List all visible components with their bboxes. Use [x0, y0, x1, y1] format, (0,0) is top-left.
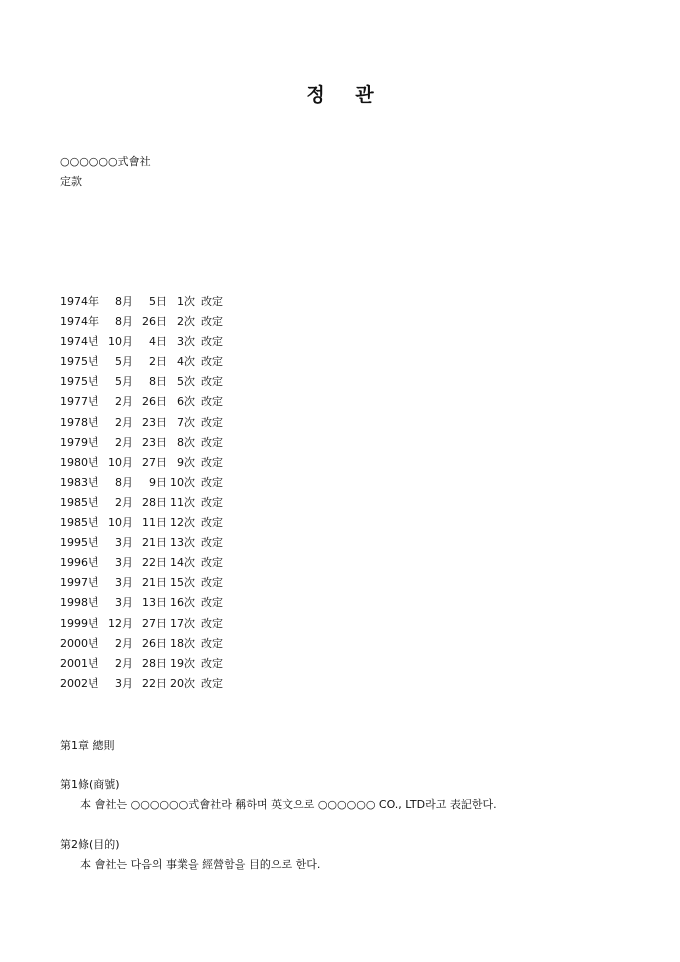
revision-number: 15次	[170, 576, 195, 590]
revision-month: 2月	[115, 636, 133, 650]
revision-label: 改定	[201, 335, 223, 349]
revision-number: 1次	[177, 295, 195, 308]
revision-month: 2月	[115, 495, 133, 509]
revision-number: 5次	[177, 375, 195, 389]
revision-day: 26日	[142, 395, 167, 409]
article-body: 本 會社는 다음의 事業을 經營함을 目的으로 한다.	[80, 858, 321, 871]
revision-day: 26日	[142, 636, 167, 650]
revision-day: 5日	[149, 295, 167, 308]
revision-month: 12月	[108, 616, 133, 630]
article-2	[60, 835, 320, 875]
revision-row	[60, 493, 223, 513]
revision-row	[60, 654, 223, 674]
revision-day: 21日	[142, 536, 167, 550]
revision-day: 4日	[149, 335, 167, 349]
revision-year: 2002년	[60, 676, 99, 690]
revision-year: 1978년	[60, 415, 99, 429]
revision-row	[60, 533, 223, 553]
revision-number: 19次	[170, 656, 195, 670]
revision-year: 1975년	[60, 375, 99, 389]
chapter-heading: 第1章 總則	[60, 739, 115, 752]
revision-label: 改定	[201, 475, 223, 489]
revision-label: 改定	[201, 516, 223, 530]
revision-day: 21日	[142, 576, 167, 590]
revision-label: 改定	[201, 556, 223, 570]
revision-row	[60, 513, 223, 533]
revision-year: 1983년	[60, 475, 99, 489]
revision-row	[60, 553, 223, 573]
revision-year: 2001년	[60, 656, 99, 670]
revision-number: 9次	[177, 455, 195, 469]
revision-month: 2月	[115, 415, 133, 429]
revision-number: 10次	[170, 475, 195, 489]
revision-label: 改定	[201, 636, 223, 650]
revision-label: 改定	[201, 375, 223, 389]
revision-row	[60, 433, 223, 453]
revision-day: 28日	[142, 656, 167, 670]
revision-label: 改定	[201, 415, 223, 429]
revision-year: 1998년	[60, 596, 99, 610]
revision-month: 2月	[115, 435, 133, 449]
revision-year: 1995년	[60, 536, 99, 550]
revision-row	[60, 573, 223, 593]
revision-day: 23日	[142, 415, 167, 429]
revision-month: 10月	[108, 335, 133, 349]
revision-month: 3月	[115, 576, 133, 590]
revision-number: 17次	[170, 616, 195, 630]
revision-label: 改定	[201, 455, 223, 469]
revision-year: 1974년	[60, 335, 99, 349]
revision-label: 改定	[201, 395, 223, 409]
revision-label: 改定	[201, 495, 223, 509]
revision-label: 改定	[201, 656, 223, 670]
revision-row	[60, 634, 223, 654]
revision-month: 2月	[115, 395, 133, 409]
document-subtitle: 定款	[60, 175, 82, 188]
revision-number: 4次	[177, 355, 195, 369]
revision-month: 8月	[115, 295, 133, 308]
revision-row	[60, 614, 223, 634]
revision-label: 改定	[201, 435, 223, 449]
revision-month: 3月	[115, 596, 133, 610]
revision-month: 8月	[115, 315, 133, 329]
revision-year: 1977년	[60, 395, 99, 409]
revision-month: 2月	[115, 656, 133, 670]
revision-label: 改定	[201, 676, 223, 690]
revision-year: 1975년	[60, 355, 99, 369]
revision-day: 8日	[149, 375, 167, 389]
revision-row	[60, 593, 223, 613]
revision-day: 11日	[142, 516, 167, 530]
revision-year: 1996년	[60, 556, 99, 570]
revision-day: 27日	[142, 616, 167, 630]
revision-row	[60, 453, 223, 473]
revision-year: 1999년	[60, 616, 99, 630]
revision-label: 改定	[201, 536, 223, 550]
revision-label: 改定	[201, 295, 223, 308]
revision-number: 8次	[177, 435, 195, 449]
revision-month: 8月	[115, 475, 133, 489]
revision-number: 6次	[177, 395, 195, 409]
revision-label: 改定	[201, 355, 223, 369]
revision-number: 14次	[170, 556, 195, 570]
revision-month: 5月	[115, 355, 133, 369]
revision-row	[60, 312, 223, 332]
revision-year: 2000년	[60, 636, 99, 650]
revision-label: 改定	[201, 616, 223, 630]
revision-number: 12次	[170, 516, 195, 530]
revision-year: 1979년	[60, 435, 99, 449]
document-title: 정 관	[306, 84, 386, 106]
revision-number: 18次	[170, 636, 195, 650]
article-body: 本 會社는 ○○○○○○式會社라 稱하며 英文으로 ○○○○○○ CO., LTD라고 表記한다.	[80, 798, 497, 811]
revision-month: 5月	[115, 375, 133, 389]
revision-label: 改定	[201, 315, 223, 329]
revision-year: 1997년	[60, 576, 99, 590]
revision-day: 13日	[142, 596, 167, 610]
revision-label: 改定	[201, 576, 223, 590]
revision-number: 16次	[170, 596, 195, 610]
revision-day: 9日	[149, 475, 167, 489]
revision-row	[60, 674, 223, 694]
revision-month: 3月	[115, 676, 133, 690]
revision-number: 20次	[170, 676, 195, 690]
revision-year: 1974年	[60, 295, 99, 308]
revision-row	[60, 352, 223, 372]
revision-month: 10月	[108, 455, 133, 469]
revision-number: 13次	[170, 536, 195, 550]
company-name: ○○○○○○式會社	[60, 155, 151, 168]
revision-row	[60, 413, 223, 433]
revision-day: 28日	[142, 495, 167, 509]
revision-number: 3次	[177, 335, 195, 349]
revision-day: 2日	[149, 355, 167, 369]
article-heading: 第1條(商號)	[60, 778, 120, 791]
revision-month: 10月	[108, 516, 133, 530]
revision-day: 23日	[142, 435, 167, 449]
revision-label: 改定	[201, 596, 223, 610]
revision-day: 22日	[142, 676, 167, 690]
article-heading: 第2條(目的)	[60, 838, 120, 851]
revision-row	[60, 292, 223, 312]
article-1	[60, 775, 497, 815]
revision-year: 1985년	[60, 516, 99, 530]
revision-number: 2次	[177, 315, 195, 329]
revision-day: 26日	[142, 315, 167, 329]
revision-number: 7次	[177, 415, 195, 429]
revision-year: 1985년	[60, 495, 99, 509]
revision-year: 1980년	[60, 455, 99, 469]
revision-row	[60, 473, 223, 493]
revision-row	[60, 332, 223, 352]
revision-row	[60, 372, 223, 392]
revision-year: 1974年	[60, 315, 99, 329]
revision-day: 27日	[142, 455, 167, 469]
revision-month: 3月	[115, 536, 133, 550]
revision-row	[60, 392, 223, 412]
company-header	[60, 152, 151, 192]
revision-month: 3月	[115, 556, 133, 570]
revision-number: 11次	[170, 495, 195, 509]
revision-history-list	[60, 292, 223, 694]
revision-day: 22日	[142, 556, 167, 570]
